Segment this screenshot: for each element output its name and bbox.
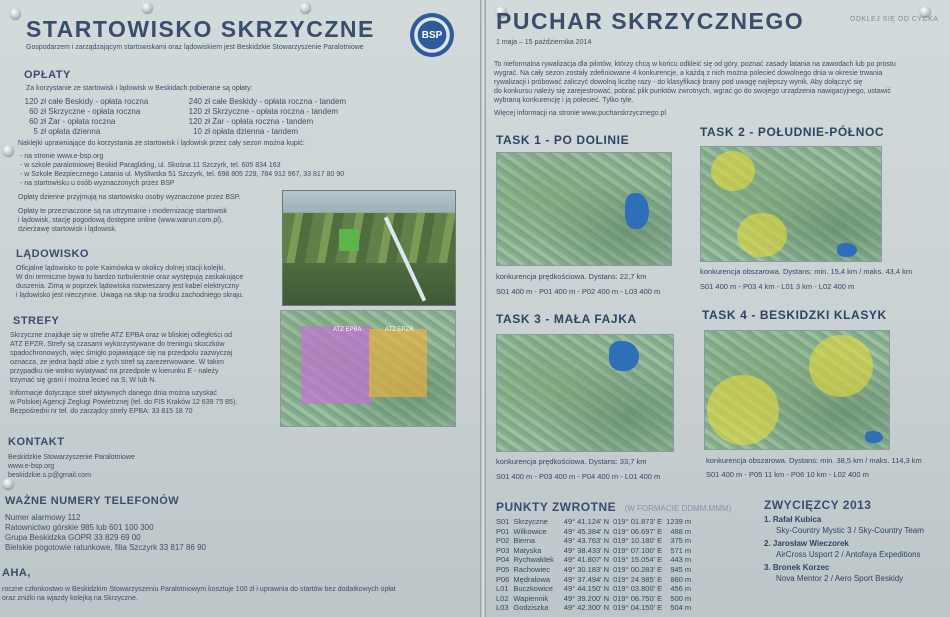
table-cell: 375 m [670, 536, 692, 546]
table-cell: Mędralowa [513, 574, 551, 584]
fee-row: 60 zł Skrzyczne - opłata roczna [29, 107, 141, 116]
purchase-location: - w szkole paralotniowej Beskid Paragliding, ul. Skośna 11 Szczyrk, tel. 605 834 163 [20, 162, 281, 169]
turnpoint-zone [711, 151, 755, 191]
aha-heading: AHA, [2, 567, 31, 579]
table-row [496, 546, 695, 556]
task-2-title: TASK 2 - POŁUDNIE-PÓŁNOC [700, 125, 885, 139]
table-cell: 49° 41.807' N [563, 555, 610, 565]
task-3-map [496, 334, 674, 452]
table-cell: Skrzyczne [513, 517, 548, 526]
lake [609, 341, 639, 371]
zone-atz-epzr [369, 329, 427, 397]
table-row [496, 565, 695, 575]
kontakt-heading: KONTAKT [8, 436, 65, 448]
table-cell: 49° 38.433' N [563, 545, 610, 555]
table-cell: 945 m [670, 564, 692, 574]
table-cell: P03 [496, 545, 510, 555]
table-cell: 019° 10.180' E [613, 536, 663, 546]
table-cell: Bierna [513, 536, 536, 546]
table-cell: 49° 42.300' N [563, 603, 610, 613]
table-cell: L03 [496, 603, 509, 613]
puchar-title: PUCHAR SKRZYCZNEGO [496, 8, 805, 34]
winner-entry: 1. Rafał Kubica [764, 515, 822, 524]
table-cell: 019° 01.873' E [613, 517, 663, 526]
right-board [486, 0, 950, 617]
task-1-points: S01 400 m - P01 400 m - P02 400 m - L03 400 m [496, 287, 661, 296]
lake [837, 243, 857, 257]
table-row [496, 575, 695, 585]
table-cell: 019° 00.283' E [613, 564, 663, 574]
task-3-desc: konkurencja prędkościowa. Dystans: 33,7 km [496, 457, 647, 466]
table-cell: Matyska [513, 545, 542, 555]
table-row [496, 527, 695, 537]
screw-bolt [3, 145, 14, 156]
table-cell: 49° 45.384' N [563, 526, 610, 536]
table-cell: 019° 04.150' E [613, 603, 663, 613]
table-row [496, 536, 695, 546]
brand-logo-text: ODKLEJ SIĘ OD CYCKA [850, 16, 939, 23]
fee-row: 60 zł Żar - opłata roczna [29, 117, 116, 126]
screw-bolt [10, 8, 21, 19]
table-cell: 1239 m [666, 517, 692, 526]
lake [625, 193, 649, 229]
oplaty-heading: OPŁATY [24, 69, 71, 81]
landing-field-photo [282, 190, 456, 306]
winner-entry: 2. Jarosław Wieczorek [764, 539, 849, 548]
table-cell: P04 [496, 555, 510, 565]
purchase-location: - na stronie www.e-bsp.org [20, 153, 104, 160]
membership-note: roczne członkostwo w Beskidzkim Stowarzyszeniu Paralotniowym kosztuje 100 zł i uprawnia do startów bez dodatkowych opłat oraz zniżki na wjazdy kolejką na Skrzyczne. [2, 586, 396, 602]
table-row [496, 584, 695, 594]
punkty-heading: PUNKTY ZWROTNE [496, 500, 617, 514]
table-row [496, 594, 695, 604]
turnpoint-zone [707, 375, 779, 445]
subtitle: Gospodarzem i zarządzającym startowiskami oraz lądowiskiem jest Beskidzkie Stowarzyszenie Paralotniowe [26, 44, 364, 51]
task-4-title: TASK 4 - BESKIDZKI KLASYK [702, 308, 887, 322]
table-cell: 443 m [670, 555, 692, 565]
task-4-points: S01 400 m - P05 11 km - P06 10 km - L02 400 m [706, 470, 869, 479]
table-cell: P02 [496, 536, 510, 546]
strefy-heading: STREFY [13, 315, 60, 327]
task-2-points: S01 400 m - P03 4 km - L01 3 km - L02 400 m [700, 282, 855, 291]
oplaty-intro: Za korzystanie ze startowisk i lądowisk w Beskidach pobierane są opłaty: [26, 85, 253, 92]
task-3-points: S01 400 m - P03 400 m - P04 400 m - L01 400 m [496, 472, 661, 481]
punkty-format: (W FORMACIE DDMM.MMM) [624, 504, 732, 513]
table-cell: 019° 24.985' E [613, 574, 663, 584]
punkty-heading-row [496, 498, 731, 516]
winners-heading: ZWYCIĘZCY 2013 [764, 498, 872, 512]
fee-row: 120 zł Żar - opłata roczna - tandem [188, 117, 314, 126]
winner-entry: 3. Bronek Korzec [764, 563, 830, 572]
table-cell: 019° 07.100' E [613, 545, 663, 555]
fee-row: 120 zł całe Beskidy - opłata roczna [24, 97, 149, 106]
ladowisko-text: Oficjalne lądowisko to pole Kaimówka w okolicy dolnej stacji kolejki. W dni termiczne bywa tu bardzo turbulentnie oraz występują zaskakujące duszenia. Zimą w poprzek lądowiska rozwieszany jest kabel elektryczny i lądowisko jest nieczynne. Uwaga na słup na środku zachodniego skraju. [16, 265, 244, 299]
task-2-map [700, 146, 882, 262]
table-cell: 571 m [670, 545, 692, 555]
fee-row: 10 zł opłata dzienna - tandem [193, 127, 299, 136]
table-cell: 488 m [670, 526, 692, 536]
season-dates: 1 maja – 15 października 2014 [496, 39, 592, 46]
table-cell: Rychwałdek [513, 555, 554, 565]
table-cell: 019° 06.697' E [613, 526, 663, 536]
table-cell: S01 [496, 517, 510, 526]
table-cell: 019° 03.800' E [613, 584, 663, 594]
table-cell: 019° 15.054' E [613, 555, 663, 565]
puchar-intro: To nieformalna rywalizacja dla pilotów, którzy chcą w końcu odkleić się od góry, poznać zasady latania na zawodach lub po prostu wygrać. Na cały sezon zostały zdefiniowane 4 konkurencje, a każdą z nich można polecieć dowolnego dnia w okresie trwania rywalizacji i próbować zaliczyć dowolną liczbę razy - do klasyfikacji brany pod uwagę najlepszy wynik. Aby dołączyć się do konkursu należy się zarejestrować, pobrać plik punktów zwrotnych, wgrać go do swojego urządzenia nawigacyjnego, ustawić wybraną konkurencję i ją polecieć. Tylko tyle. [494, 61, 896, 104]
turnpoint-zone [809, 335, 873, 397]
table-cell: Wapiennik [513, 593, 549, 603]
turnpoint-zone [737, 213, 787, 257]
fee-row: 120 zł Skrzyczne - opłata roczna - tandem [188, 107, 339, 116]
task-3-title: TASK 3 - MAŁA FAJKA [496, 312, 637, 326]
task-1-map [496, 152, 672, 266]
table-cell: 49° 44.150' N [563, 584, 610, 594]
task-4-desc: konkurencja obszarowa. Dystans: min. 38,5 km / maks. 114,3 km [706, 456, 922, 465]
contact-info: Beskidzkie Stowarzyszenie Paralotniowe www.e-bsp.org beskidzkie.s.p@gmail.com [8, 454, 135, 479]
ladowisko-heading: LĄDOWISKO [16, 248, 89, 260]
table-row [496, 603, 695, 613]
table-cell: 49° 37.494' N [563, 574, 610, 584]
table-row [496, 517, 695, 527]
winners-list: 1. Rafał Kubica Sky-Country Mystic 3 / Sky-Country Team 2. Jarosław Wieczorek AirCross Usport 2 / Antofaya Expeditions 3. Bronek Korzec Nova Mentor 2 / Aero Sport Beskidy [764, 515, 944, 584]
phone-numbers: Numer alarmowy 112 Ratownictwo górskie 985 lub 601 100 300 Grupa Beskidzka GOPR 33 829 69 00 Bielskie pogotowie ratunkowe, filia Szczyrk 33 817 86 90 [5, 513, 206, 552]
table-cell: L02 [496, 593, 509, 603]
turnpoints-table [496, 517, 695, 613]
zone-atz-epba [301, 326, 371, 404]
fee-purpose: Opłaty te przeznaczone są na utrzymanie i modernizację startowisk i lądowisk, stację pogodową dostępne online (www.warun.com.pl), dzierżawę startowisk i lądowisk. [18, 208, 227, 233]
task-2-desc: konkurencja obszarowa. Dystans: min. 15,4 km / maks. 43,4 km [700, 267, 913, 276]
strefy-text: Skrzyczne znajduje się w strefie ATZ EPBA oraz w bliskiej odległości od ATZ EPZR. Strefy są czasami wykorzystywane do treningu skoczków spadochronowych, więc śmigło pojawiające się na przedpolu zazwyczaj oznacza, że jedna bądź obie z tych stref są zarezerwowane. W takim przypadku nie wolno wylatywać na przedpole w kierunku E - należy trzymać się grani i można lecieć na S, W lub N. Informacje dotyczące stref aktywnych danego dnia można uzyskać w Polskiej Agencji Żeglugi Powietrznej (tel. do FIS Kraków 12 639 75 85). Bezpośredni nr tel. do zarządcy strefy EPBA: 33 815 18 70 [10, 332, 238, 415]
screw-bolt [142, 2, 153, 13]
purchase-location: - w Szkole Bezpiecznego Latania ul. Myśliwska 51 Szczyrk, tel. 698 805 229, 784 912 967, 33 817 80 90 [20, 171, 345, 178]
task-1-title: TASK 1 - PO DOLINIE [496, 133, 630, 147]
purchase-location: - na startowisku u osób wyznaczonych przez BSP [20, 180, 175, 187]
numery-heading: WAŻNE NUMERY TELEFONÓW [5, 495, 180, 507]
table-cell: 860 m [670, 574, 692, 584]
table-cell: 019° 06.750' E [613, 593, 663, 603]
task-1-desc: konkurencja prędkościowa. Dystans: 22,7 km [496, 272, 647, 281]
lake [865, 431, 883, 443]
fee-row: 5 zł opłata dzienna [33, 127, 101, 136]
table-cell: P06 [496, 574, 510, 584]
table-cell: P05 [496, 564, 510, 574]
purchase-locations [20, 152, 460, 188]
table-cell: 49° 41.124' N [563, 517, 610, 526]
fee-row: 240 zł całe Beskidy - opłata roczna - tandem [188, 97, 347, 106]
table-cell: 456 m [670, 584, 692, 594]
fee-list-right [182, 97, 412, 137]
table-cell: Wilkowice [513, 526, 547, 536]
table-row [496, 555, 695, 565]
table-cell: L01 [496, 584, 509, 594]
table-cell: 504 m [670, 603, 692, 613]
more-info: Więcej informacji na stronie www.pucharskrzycznego.pl [494, 110, 666, 117]
table-cell: 49° 43.763' N [563, 536, 610, 546]
table-cell: P01 [496, 526, 510, 536]
table-cell: Rachowiec [513, 564, 551, 574]
task-4-map [704, 330, 890, 450]
table-cell: 500 m [670, 593, 692, 603]
table-cell: 49° 39.200' N [563, 593, 610, 603]
page-title: STARTOWISKO SKRZYCZNE [26, 16, 375, 42]
airspace-zones-map: ATZ EPBA ATZ EPZR [280, 310, 456, 427]
bsp-logo: BSP [410, 13, 454, 57]
daily-fee-note: Opłaty dzienne przyjmują na startowisku osoby wyznaczone przez BSP. [18, 194, 241, 201]
table-cell: 49° 30.183' N [563, 564, 610, 574]
screw-bolt [300, 2, 311, 13]
table-cell: Godziszka [513, 603, 549, 613]
table-cell: Buczkowice [513, 584, 553, 594]
naklejki-text: Naklejki uprawniające do korzystania ze startowisk i lądowisk przez cały sezon można kupić: [18, 140, 305, 147]
